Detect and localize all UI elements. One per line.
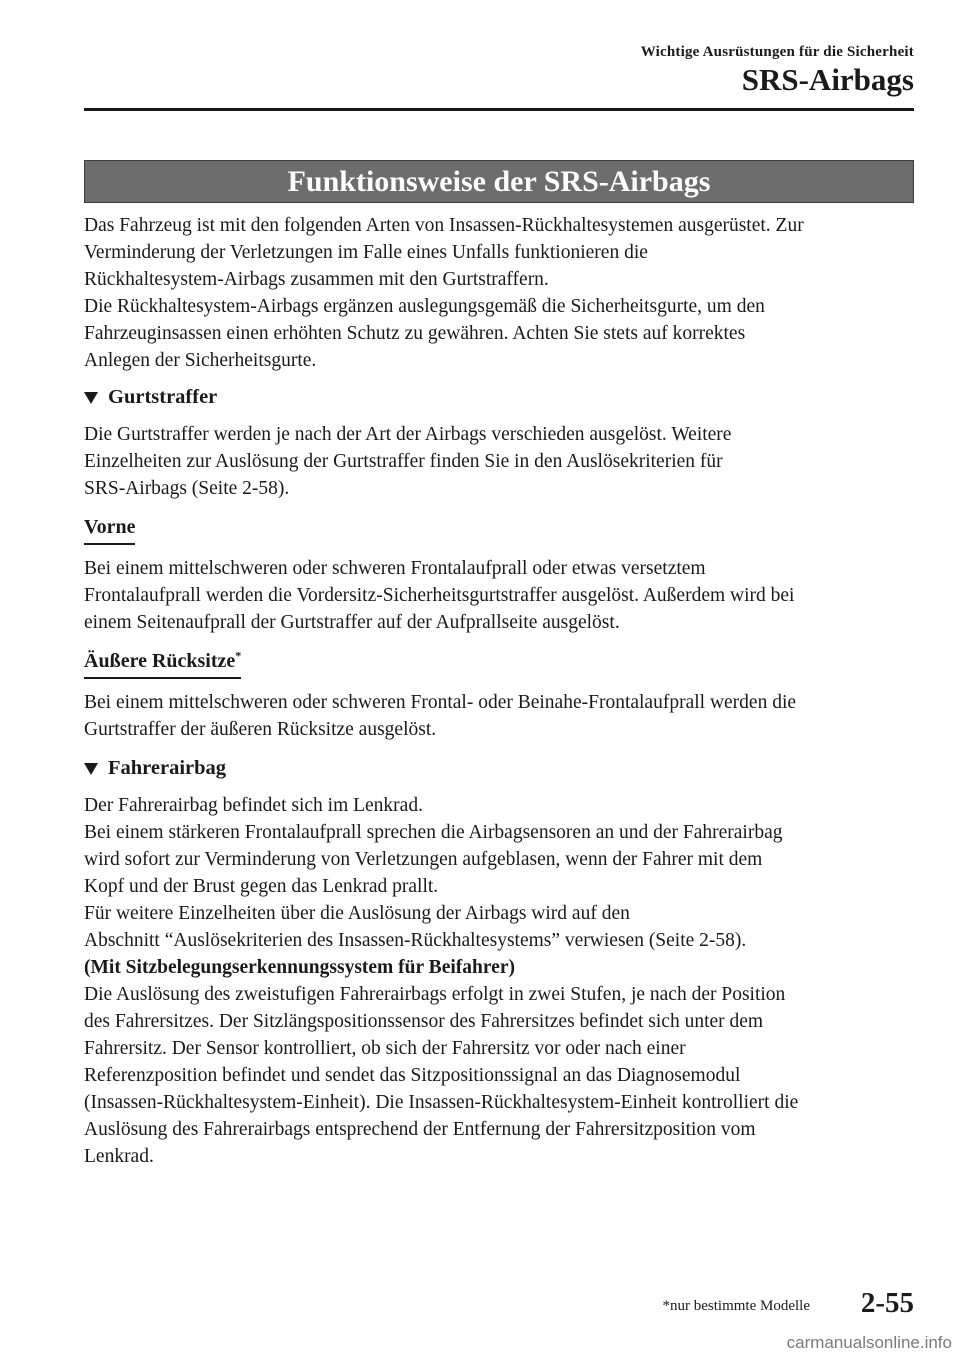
text-line: Anlegen der Sicherheitsgurte. xyxy=(84,350,317,371)
text-line: Lenkrad. xyxy=(84,1146,154,1167)
triangle-down-icon xyxy=(84,763,98,775)
text-line: Referenzposition befindet und sendet das Sitzpositionssignal an das Diagnosemodul xyxy=(84,1065,741,1086)
text-line: Einzelheiten zur Auslösung der Gurtstraffer finden Sie in den Auslösekriterien für xyxy=(84,451,723,472)
heading-text: Gurtstraffer xyxy=(108,386,218,408)
text-line: SRS-Airbags (Seite 2-58). xyxy=(84,478,290,499)
header-title: SRS-Airbags xyxy=(741,62,914,97)
header-kicker: Wichtige Ausrüstungen für die Sicherheit xyxy=(640,44,914,60)
text-line: Auslösung des Fahrerairbags entsprechend der Entfernung der Fahrersitzposition vom xyxy=(84,1119,756,1140)
text-line: Für weitere Einzelheiten über die Auslösung der Airbags wird auf den xyxy=(84,903,630,924)
text-line: Gurtstraffer der äußeren Rücksitze ausgelöst. xyxy=(84,719,437,740)
text-line: des Fahrersitzes. Der Sitzlängspositionssensor des Fahrersitzes befindet sich unter dem xyxy=(84,1011,764,1032)
header-rule xyxy=(84,108,914,111)
text-line: (Insassen-Rückhaltesystem-Einheit). Die Insassen-Rückhaltesystem-Einheit kontrolliert die xyxy=(84,1092,799,1113)
text-line: Bei einem mittelschweren oder schweren Frontal- oder Beinahe-Frontalaufprall werden die xyxy=(84,692,797,713)
subheading-aeussere-ruecksitze xyxy=(84,648,241,679)
subheading-text: Äußere Rücksitze xyxy=(84,650,236,672)
text-line: Verminderung der Verletzungen im Falle eines Unfalls funktionieren die xyxy=(84,242,648,263)
vorne-paragraph xyxy=(84,555,914,636)
text-line: Bei einem stärkeren Frontalaufprall sprechen die Airbagsensoren an und der Fahrerairbag xyxy=(84,822,783,843)
asterisk-mark: * xyxy=(235,648,242,663)
text-line: Abschnitt “Auslösekriterien des Insassen-Rückhaltesystems” verwiesen (Seite 2-58). xyxy=(84,930,747,951)
text-line: wird sofort zur Verminderung von Verletzungen aufgeblasen, wenn der Fahrer mit dem xyxy=(84,849,763,870)
text-line: Bei einem mittelschweren oder schweren Frontalaufprall oder etwas versetztem xyxy=(84,558,706,579)
text-line: Fahrzeuginsassen einen erhöhten Schutz zu gewähren. Achten Sie stets auf korrektes xyxy=(84,323,746,344)
heading-fahrerairbag xyxy=(84,755,914,782)
gurtstraffer-paragraph xyxy=(84,421,914,502)
text-line: Kopf und der Brust gegen das Lenkrad prallt. xyxy=(84,876,439,897)
text-line: Der Fahrerairbag befindet sich im Lenkrad. xyxy=(84,795,423,816)
page-number: 2-55 xyxy=(860,1287,914,1319)
fahrerairbag-paragraph xyxy=(84,792,914,1170)
bold-line: (Mit Sitzbelegungserkennungssystem für Beifahrer) xyxy=(84,957,515,978)
watermark: carmanualsonline.info xyxy=(786,1333,952,1352)
page-content xyxy=(84,212,914,1170)
aeussere-paragraph xyxy=(84,689,914,743)
heading-gurtstraffer xyxy=(84,384,914,411)
text-line: Die Auslösung des zweistufigen Fahrerairbags erfolgt in zwei Stufen, je nach der Position xyxy=(84,984,786,1005)
text-line: Fahrersitz. Der Sensor kontrolliert, ob sich der Fahrersitz vor oder nach einer xyxy=(84,1038,686,1059)
text-line: Rückhaltesystem-Airbags zusammen mit den Gurtstraffern. xyxy=(84,269,549,290)
text-line: einem Seitenaufprall der Gurtstraffer auf der Aufprallseite ausgelöst. xyxy=(84,612,620,633)
text-line: Die Gurtstraffer werden je nach der Art der Airbags verschieden ausgelöst. Weitere xyxy=(84,424,732,445)
subheading-vorne: Vorne xyxy=(84,514,135,545)
section-banner: Funktionsweise der SRS-Airbags xyxy=(84,160,914,203)
text-line: Das Fahrzeug ist mit den folgenden Arten von Insassen-Rückhaltesystemen ausgerüstet. Zur xyxy=(84,215,804,236)
text-line: Frontalaufprall werden die Vordersitz-Sicherheitsgurtstraffer ausgelöst. Außerdem wird bei xyxy=(84,585,795,606)
heading-text: Fahrerairbag xyxy=(108,757,227,779)
intro-paragraph xyxy=(84,212,914,374)
footer-note: *nur bestimmte Modelle xyxy=(662,1298,810,1314)
triangle-down-icon xyxy=(84,392,98,404)
text-line: Die Rückhaltesystem-Airbags ergänzen auslegungsgemäß die Sicherheitsgurte, um den xyxy=(84,296,765,317)
